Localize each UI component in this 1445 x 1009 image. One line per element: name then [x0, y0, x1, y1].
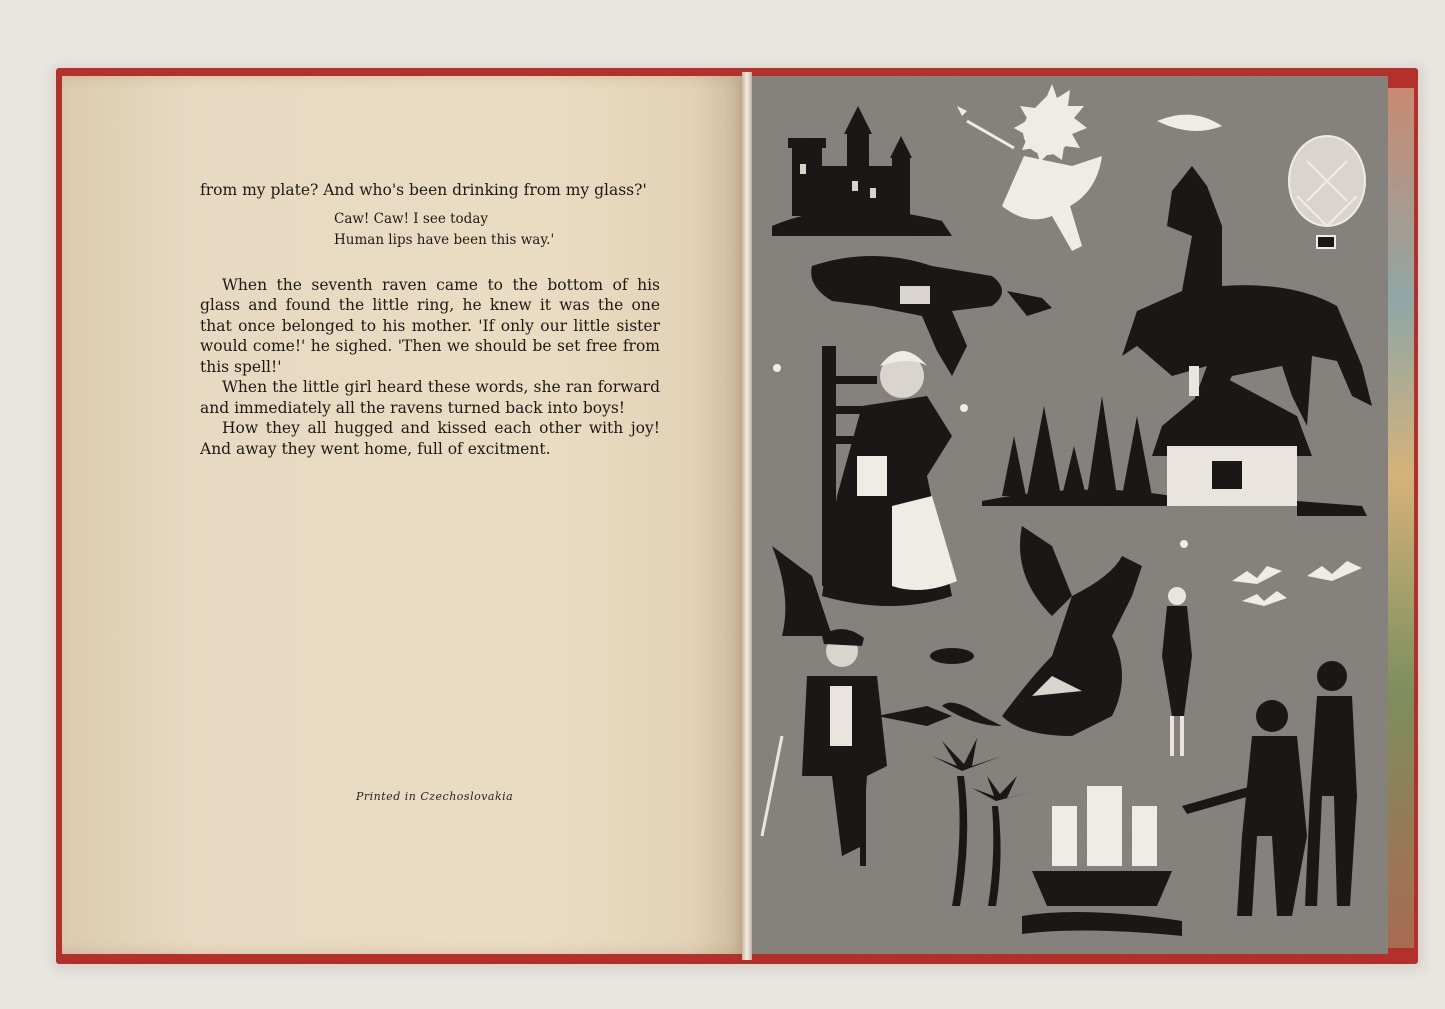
- verse-line-2: Human lips have been this way.': [334, 231, 555, 248]
- paragraph-2: When the seventh raven came to the bottom of his glass and found the little ring, he knew it was the one that once belonged to his mother. 'If only our little sister would come!' he sighed. 'Then we should be set free from this spell!': [200, 275, 660, 376]
- paragraph-4: How they all hugged and kissed each other with joy! And away they went home, full of excitment.: [200, 419, 660, 458]
- verse-line-1: Caw! Caw! I see today: [334, 210, 488, 227]
- paragraph-3: When the little girl heard these words, she ran forward and immediately all the ravens turned back into boys!: [200, 378, 660, 417]
- verse: [334, 209, 660, 251]
- illustration-collage: [752, 76, 1388, 954]
- book-gutter: [742, 72, 752, 960]
- story-text: [200, 180, 660, 459]
- imprint: Printed in Czechoslovakia: [356, 790, 514, 803]
- paragraph-1: from my plate? And who's been drinking from my glass?': [200, 181, 647, 199]
- right-page-illustration: [752, 76, 1388, 954]
- page-edges: [1388, 88, 1414, 948]
